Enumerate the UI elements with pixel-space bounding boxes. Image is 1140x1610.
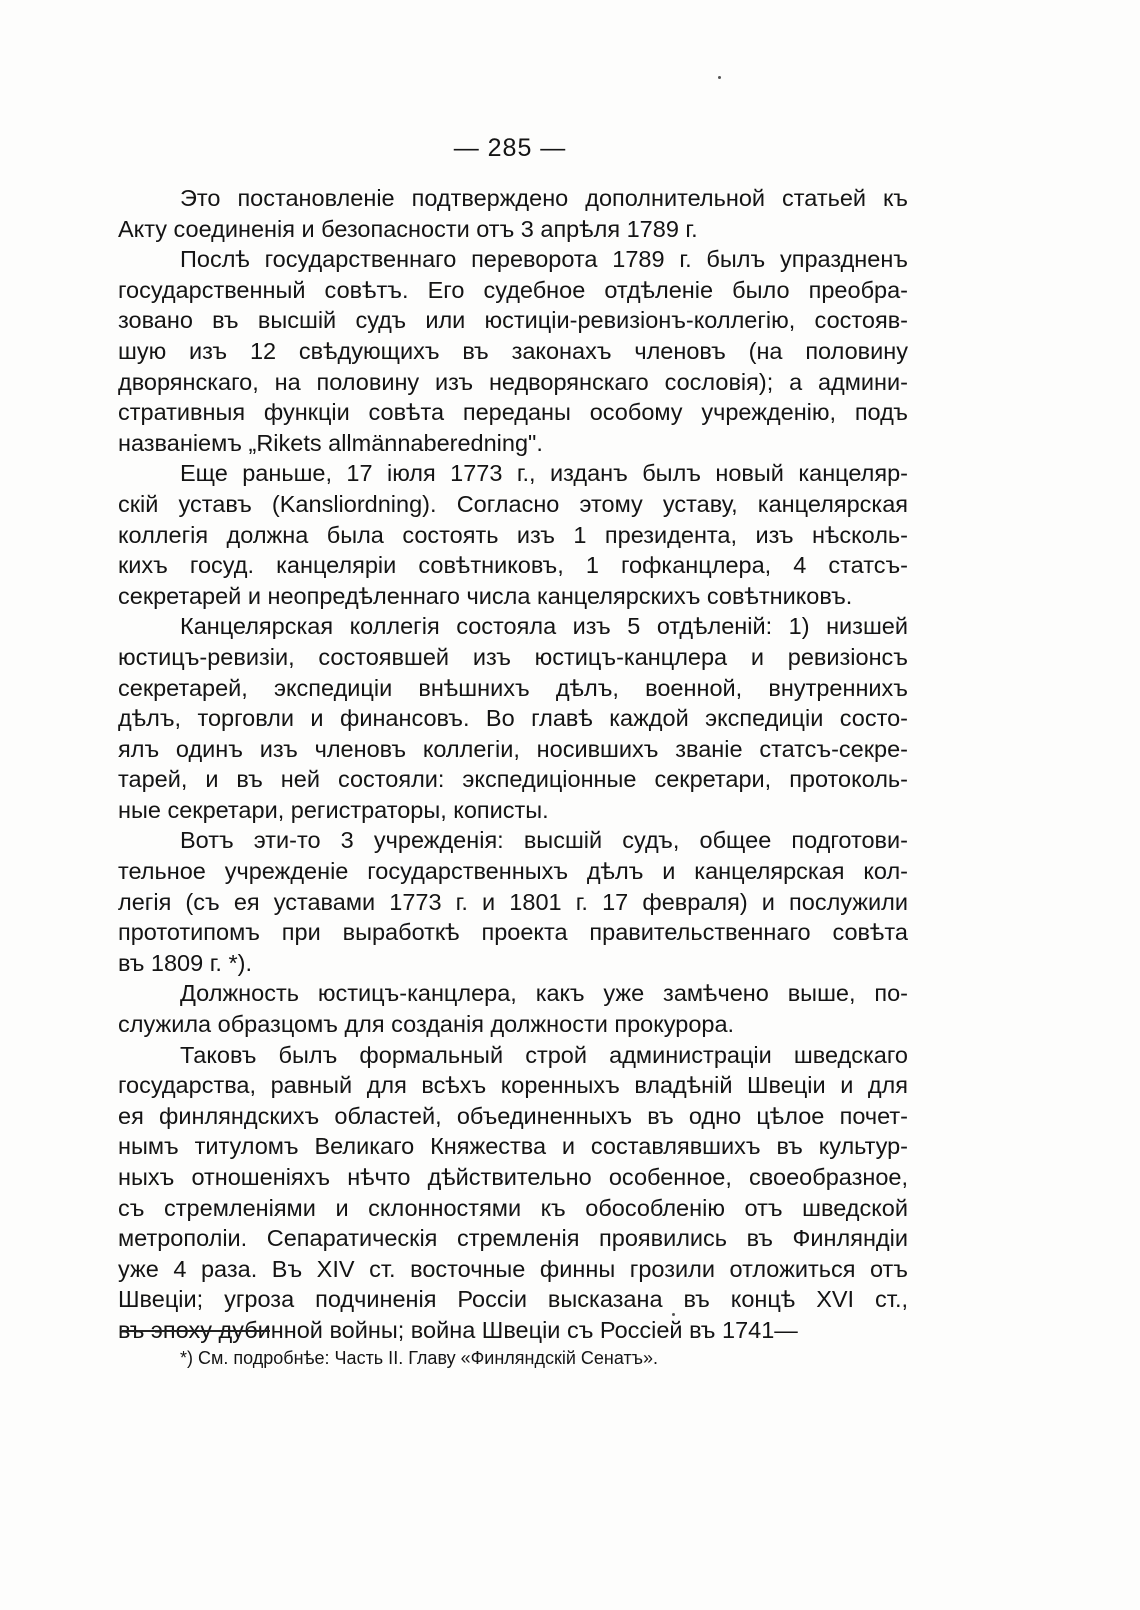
body-text xyxy=(118,183,908,1346)
text-line: прототипомъ при выработкѣ проекта правительственнаго совѣта xyxy=(118,919,908,946)
text-line: стративныя функціи совѣта переданы особому учрежденію, подъ xyxy=(118,399,908,426)
paragraph xyxy=(118,1040,908,1346)
text-line: названіемъ „Rikets allmännaberedning". xyxy=(118,429,543,456)
text-line: Вотъ эти-то 3 учрежденія: высшій судъ, общее подготови- xyxy=(180,827,908,854)
text-line: Послѣ государственнаго переворота 1789 г. былъ упраздненъ xyxy=(180,246,908,273)
text-line: въ 1809 г. *). xyxy=(118,949,252,976)
scan-speck xyxy=(718,76,721,79)
text-line: шую изъ 12 свѣдующихъ въ законахъ членовъ (на половину xyxy=(118,337,908,364)
paragraph xyxy=(118,611,908,825)
text-line: съ стремленіями и склонностями къ обособленію отъ шведской xyxy=(118,1194,908,1221)
text-line: уже 4 раза. Въ XIV ст. восточные финны грозили отложиться отъ xyxy=(118,1255,908,1282)
footnote: *) См. подробнѣе: Часть II. Главу «Финляндскій Сенатъ». xyxy=(180,1348,658,1368)
text-line: Канцелярская коллегія состояла изъ 5 отдѣленій: 1) низшей xyxy=(180,613,908,640)
text-line: метрополіи. Сепаратическія стремленія проявились въ Финляндіи xyxy=(118,1225,908,1252)
text-line: Должность юстицъ-канцлера, какъ уже замѣчено выше, по- xyxy=(180,980,908,1007)
text-line: кихъ госуд. канцеляріи совѣтниковъ, 1 гофканцлера, 4 статсъ- xyxy=(118,552,908,579)
text-line: Акту соединенія и безопасности отъ 3 апрѣля 1789 г. xyxy=(118,215,698,242)
text-line: секретарей и неопредѣленнаго числа канцелярскихъ совѣтниковъ. xyxy=(118,582,853,609)
text-line: Это постановленіе подтверждено дополнительной статьей къ xyxy=(180,185,908,211)
text-line: служила образцомъ для созданія должности прокурора. xyxy=(118,1011,735,1038)
footnote-divider xyxy=(122,1330,270,1332)
text-line: ея финляндскихъ областей, объединенныхъ въ одно цѣлое почет- xyxy=(118,1102,908,1129)
text-line: зовано въ высшій судъ или юстиціи-ревизіонъ-коллегію, состояв- xyxy=(118,307,908,334)
text-line: тельное учрежденіе государственныхъ дѣлъ и канцелярская кол- xyxy=(118,858,908,885)
paragraph xyxy=(118,825,908,978)
text-line: дворянскаго, на половину изъ недворянскаго сословія); а админи- xyxy=(118,368,908,395)
text-line: ныхъ отношеніяхъ нѣчто дѣйствительно особенное, своеобразное, xyxy=(118,1164,908,1190)
text-line: ные секретари, регистраторы, кописты. xyxy=(118,796,549,823)
text-line: государственный совѣтъ. Его судебное отдѣленіе было преобра- xyxy=(118,276,908,303)
text-line: легія (съ ея уставами 1773 г. и 1801 г. 17 февраля) и послужили xyxy=(118,888,908,915)
page-number: — 285 — xyxy=(453,134,567,162)
text-line: дѣлъ, торговли и финансовъ. Во главѣ каждой экспедиціи состо- xyxy=(118,705,908,732)
text-line: ялъ одинъ изъ членовъ коллегіи, носившихъ званіе статсъ-секре- xyxy=(118,735,908,762)
paragraph xyxy=(118,183,908,244)
paragraph xyxy=(118,978,908,1039)
text-line: скій уставъ (Kansliordning). Согласно этому уставу, канцелярская xyxy=(118,490,908,517)
text-line: коллегія должна была состоять изъ 1 президента, изъ нѣсколь- xyxy=(118,521,908,548)
text-line: тарей, и въ ней состояли: экспедиціонные секретари, протоколь- xyxy=(118,766,908,793)
text-line: въ эпоху дубинной войны; война Швеціи съ Россіей въ 1741— xyxy=(118,1316,798,1343)
paragraph xyxy=(118,244,908,458)
scan-speck xyxy=(672,1313,675,1316)
text-line: Швеціи; угроза подчиненія Россіи высказана въ концѣ XVI ст., xyxy=(118,1286,908,1313)
text-line: секретарей, экспедиціи внѣшнихъ дѣлъ, военной, внутреннихъ xyxy=(118,674,908,701)
text-line: юстицъ-ревизіи, состоявшей изъ юстицъ-канцлера и ревизіонсъ xyxy=(118,643,908,670)
text-line: государства, равный для всѣхъ коренныхъ владѣній Швеціи и для xyxy=(118,1072,908,1099)
text-line: Еще раньше, 17 іюля 1773 г., изданъ былъ новый канцеляр- xyxy=(180,460,908,487)
paragraph xyxy=(118,458,908,611)
text-line: Таковъ былъ формальный строй администраціи шведскаго xyxy=(180,1041,908,1068)
text-line: нымъ титуломъ Великаго Княжества и составлявшихъ въ культур- xyxy=(118,1133,908,1160)
